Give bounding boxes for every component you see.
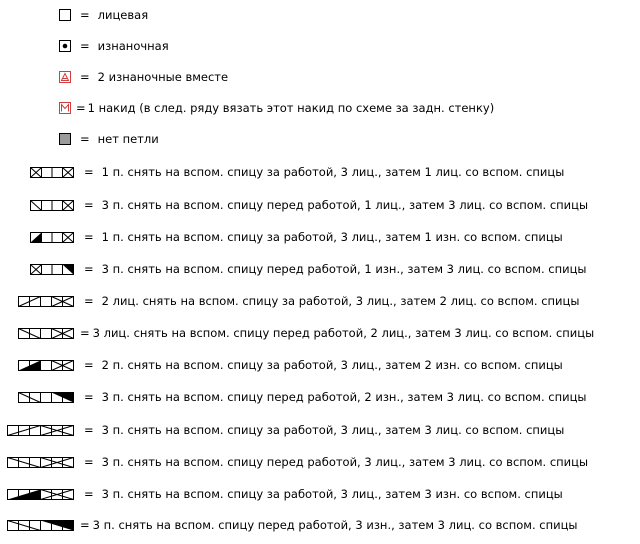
yarn-over-icon [59,102,71,114]
equals-sign: = [80,70,90,84]
legend-row [0,162,640,182]
legend-row [0,195,640,215]
legend-text: лицевая [97,8,149,22]
legend-text: 3 п. снять на вспом. спицу перед работой, 3 лиц., затем 3 лиц. со вспом. спицы [101,455,589,469]
equals-sign: = [80,39,90,53]
legend-text: 3 лиц. снять на вспом. спицу перед работой, 2 лиц., затем 3 лиц. со вспом. спицы [92,326,595,340]
cable-3-3-back-icon [7,425,74,436]
cable-1-3-back-icon [30,167,74,178]
equals-sign: = [84,294,94,308]
cable-3-2-front-icon [18,328,74,339]
equals-sign: = [84,455,94,469]
equals-sign: = [84,487,94,501]
equals-sign: = [84,423,94,437]
legend-row [0,227,640,247]
legend-row [0,67,640,87]
cable-2-3-back-icon [18,296,74,307]
legend-row [0,452,640,472]
legend-text: 3 п. снять на вспом. спицу перед работой, 1 изн., затем 3 лиц. со вспом. спицы [101,262,587,276]
legend-row [0,36,640,56]
legend-text: 3 п. снять на вспом. спицу перед работой, 2 изн., затем 3 лиц. со вспом. спицы [101,390,587,404]
legend-text: 2 лиц. снять на вспом. спицу за работой, 3 лиц., затем 2 лиц. со вспом. спицы [101,294,580,308]
cable-3-3-back-purl-icon [7,489,74,500]
legend-text: изнаночная [97,39,169,53]
equals-sign: = [80,8,90,22]
legend-text: 2 п. снять на вспом. спицу за работой, 3 лиц., затем 2 изн. со вспом. спицы [101,358,563,372]
equals-sign: = [84,358,94,372]
equals-sign: = [84,198,94,212]
legend-text: 3 п. снять на вспом. спицу за работой, 3 лиц., затем 3 лиц. со вспом. спицы [101,423,565,437]
purl-2-together-icon [59,71,71,83]
cable-2-3-back-purl-icon [18,360,74,371]
cable-3-1-front-icon [30,200,74,211]
legend-text: 3 п. снять на вспом. спицу перед работой, 3 изн., затем 3 лиц. со вспом. спицы [92,518,578,532]
cable-3-3-front-purl-icon [7,520,74,531]
legend-text: 3 п. снять на вспом. спицу за работой, 3 лиц., затем 3 изн. со вспом. спицы [101,487,563,501]
equals-sign: = [80,132,90,146]
equals-sign: = [76,101,86,115]
cable-3-3-front-icon [7,457,74,468]
equals-sign: = [80,326,90,340]
legend-text: 1 п. снять на вспом. спицу за работой, 3 лиц., затем 1 изн. со вспом. спицы [101,230,563,244]
knit-stitch-icon [59,9,71,21]
legend-text: 1 накид (в след. ряду вязать этот накид по схеме за задн. стенку) [87,101,495,115]
legend-row [0,484,640,504]
purl-stitch-icon [59,40,71,52]
legend-text: 1 п. снять на вспом. спицу за работой, 3 лиц., затем 1 лиц. со вспом. спицы [101,165,565,179]
legend-row [0,259,640,279]
no-stitch-icon [59,133,71,145]
cable-3-2-front-purl-icon [18,392,74,403]
cable-1-3-back-purl-icon [30,232,74,243]
legend-text: 2 изнаночные вместе [97,70,229,84]
legend-text: нет петли [97,132,159,146]
equals-sign: = [84,230,94,244]
legend-row [0,98,640,118]
legend-row [0,129,640,149]
equals-sign: = [80,518,90,532]
equals-sign: = [84,165,94,179]
legend-row [0,355,640,375]
equals-sign: = [84,390,94,404]
legend-row [0,5,640,25]
legend-row [0,291,640,311]
cable-3-1-front-purl-icon [30,264,74,275]
legend-row [0,323,640,343]
legend-row [0,420,640,440]
legend-row [0,515,640,535]
equals-sign: = [84,262,94,276]
legend-text: 3 п. снять на вспом. спицу перед работой, 1 лиц., затем 3 лиц. со вспом. спицы [101,198,589,212]
legend-row [0,387,640,407]
